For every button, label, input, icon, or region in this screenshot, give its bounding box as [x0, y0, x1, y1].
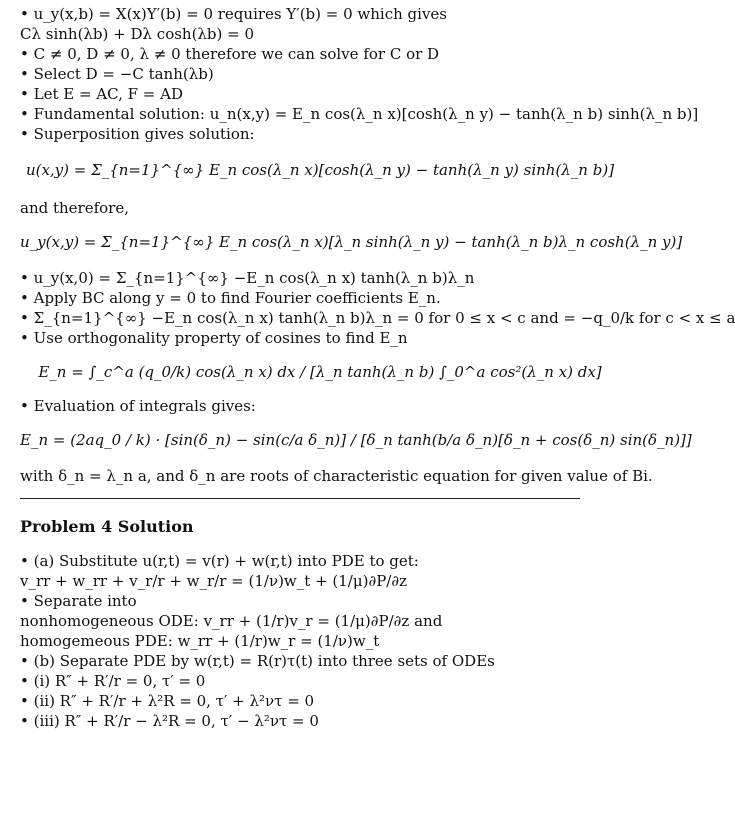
bullet-line: • Let E = AC, F = AD	[20, 85, 183, 103]
bullet-line: • Use orthogonality property of cosines to find E_n	[20, 329, 408, 347]
equation-derivative: u_y(x,y) = Σ_{n=1}^{∞} E_n cos(λ_n x)[λ_n sinh(λ_n y) − tanh(λ_n b)λ_n cosh(λ_n y)]	[20, 233, 683, 251]
section-heading: Problem 4 Solution	[20, 517, 194, 536]
bullet-line: • Superposition gives solution:	[20, 125, 255, 143]
bullet-line: • C ≠ 0, D ≠ 0, λ ≠ 0 therefore we can solve for C or D	[20, 45, 440, 63]
equation-coefficient: E_n = ∫_c^a (q_0/k) cos(λ_n x) dx / [λ_n tanh(λ_n b) ∫_0^a cos²(λ_n x) dx]	[38, 363, 602, 381]
equation-evaluated-coefficient: E_n = (2aq_0 / k) · [sin(δ_n) − sin(c/a δ_n)] / [δ_n tanh(b/a δ_n)[δ_n + cos(δ_n) sin(δ_n)]]	[20, 431, 692, 449]
bullet-line: • (b) Separate PDE by w(r,t) = R(r)τ(t) into three sets of ODEs	[20, 652, 495, 670]
text-line: with δ_n = λ_n a, and δ_n are roots of characteristic equation for given value of Bi.	[20, 467, 653, 485]
bullet-line: • (a) Substitute u(r,t) = v(r) + w(r,t) into PDE to get:	[20, 552, 419, 570]
text-line: nonhomogeneous ODE: v_rr + (1/r)v_r = (1/μ)∂P/∂z and	[20, 612, 443, 630]
bullet-line: • Separate into	[20, 592, 137, 610]
bullet-line: • u_y(x,0) = Σ_{n=1}^{∞} −E_n cos(λ_n x) tanh(λ_n b)λ_n	[20, 269, 475, 287]
bullet-line: • Apply BC along y = 0 to find Fourier coefficients E_n.	[20, 289, 441, 307]
section-divider	[20, 498, 580, 499]
text-line: v_rr + w_rr + v_r/r + w_r/r = (1/ν)w_t + (1/μ)∂P/∂z	[20, 572, 408, 590]
bullet-line: • Σ_{n=1}^{∞} −E_n cos(λ_n x) tanh(λ_n b)λ_n = 0 for 0 ≤ x < c and = −q_0/k for c < x ≤ a	[20, 309, 735, 327]
text-line: homogemeous PDE: w_rr + (1/r)w_r = (1/ν)w_t	[20, 632, 380, 650]
equation-superposition: u(x,y) = Σ_{n=1}^{∞} E_n cos(λ_n x)[cosh(λ_n y) − tanh(λ_n y) sinh(λ_n b)]	[25, 161, 615, 179]
text-line: and therefore,	[20, 199, 129, 217]
bullet-line: • Select D = −C tanh(λb)	[20, 65, 214, 83]
document-page	[20, 4, 735, 731]
bullet-line: • (i) R″ + R′/r = 0, τ′ = 0	[20, 672, 206, 690]
text-line: • u_y(x,b) = X(x)Y′(b) = 0 requires Y′(b) = 0 which gives	[20, 5, 447, 23]
bullet-line: • Fundamental solution: u_n(x,y) = E_n cos(λ_n x)[cosh(λ_n y) − tanh(λ_n b) sinh(λ_n b)]	[20, 105, 699, 123]
bullet-line: • (ii) R″ + R′/r + λ²R = 0, τ′ + λ²ντ = 0	[20, 692, 315, 710]
bullet-line: • (iii) R″ + R′/r − λ²R = 0, τ′ − λ²ντ = 0	[20, 712, 319, 730]
text-line: Cλ sinh(λb) + Dλ cosh(λb) = 0	[20, 25, 255, 43]
bullet-line: • Evaluation of integrals gives:	[20, 397, 256, 415]
